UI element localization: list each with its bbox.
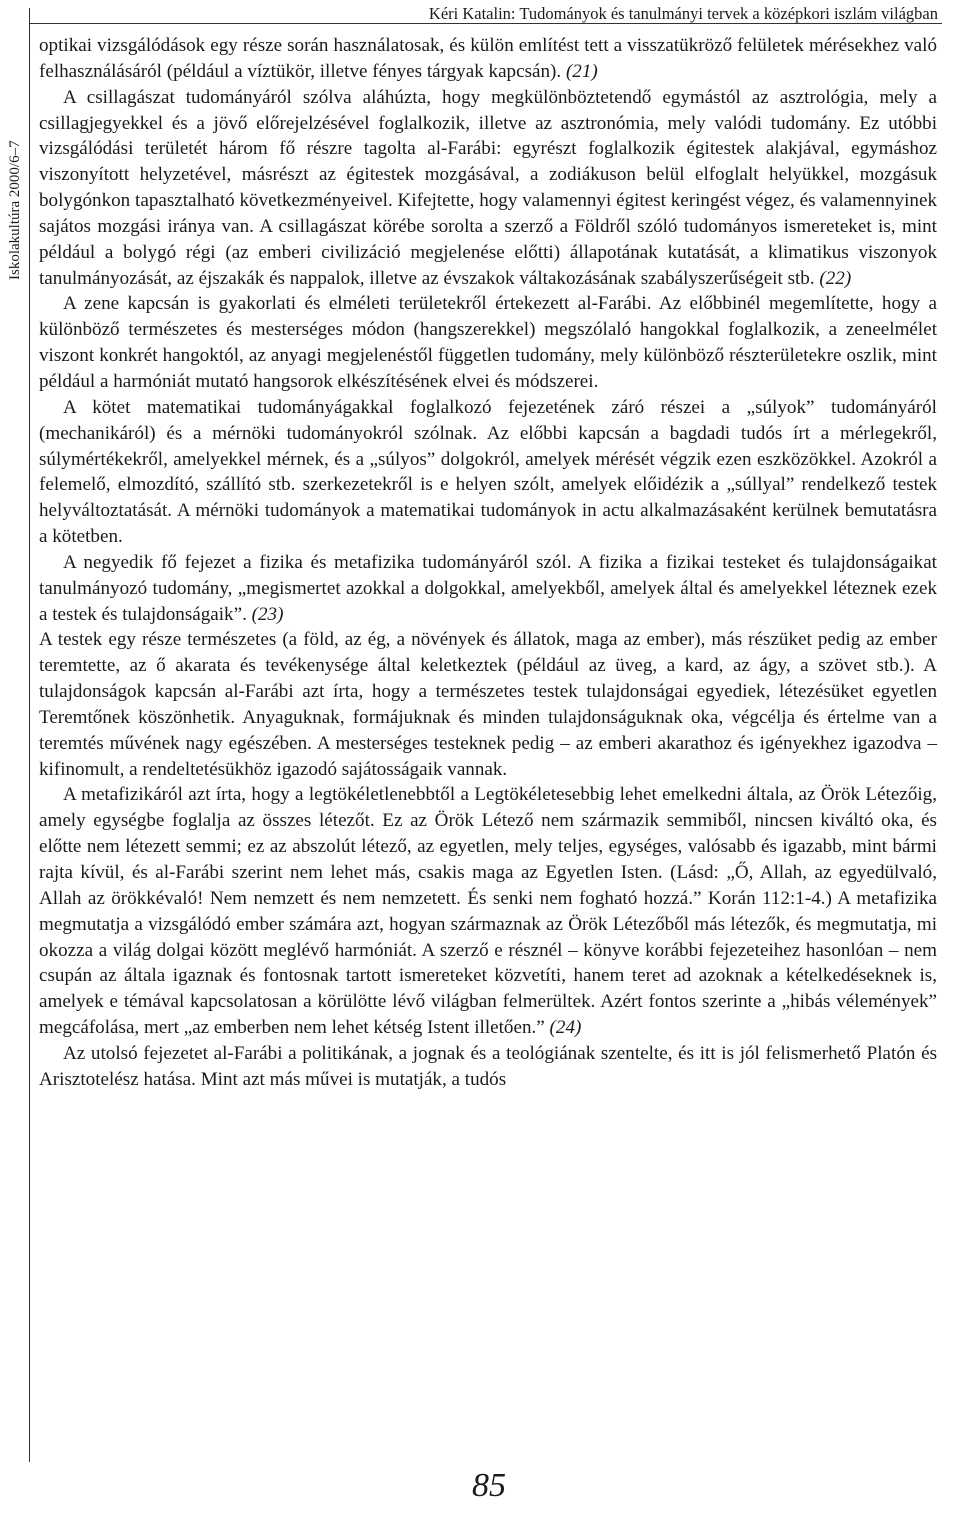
footnote-ref: (24): [549, 1017, 582, 1039]
margin-rule: [29, 8, 30, 1462]
paragraph: [39, 395, 937, 550]
running-head: Kéri Katalin: Tudományok és tanulmányi tervek a középkori iszlám világban: [428, 4, 938, 23]
paragraph: [39, 85, 937, 292]
paragraph-text: A negyedik fő fejezet a fizika és metafizika tudományáról szól. A fizika a fizikai testeket és tulajdonságaikat tanulmányozó tudomány, „megismertet azokkal a dolgokkal, amelyekből, amelyek által és amelyekkel léteznek ezek a testek és tulajdonságaik”.: [39, 551, 937, 625]
page-number: 85: [472, 1467, 506, 1504]
paragraph-text: A kötet matematikai tudományágakkal foglalkozó fejezetének záró részei a „súlyok” tudományáról (mechanikáról) és a mérnöki tudományokról szólnak. Az előbbi kapcsán a bagdadi tudós írt a mérlegekről, súlymértékekről, amelyekkel mérnek, és a „súlyos” dolgokról, amelyek mérését végzik ezen eszközökkel. Azokról a felemelő, elmozdító, szállító stb. szerkezetekről is e helyen szólt, amelyek előidézik a „súllyal” rendelkező testek helyváltoztatását. A mérnöki tudományok a matematikai tudományok in actu alkalmazásaként kerülnek bemutatásra a kötetben.: [39, 396, 937, 548]
paragraph: [39, 291, 937, 394]
paragraph-text: optikai vizsgálódások egy része során használatosak, és külön említést tett a visszatükröző felületek mérésekhez való felhasználásáról (például a víztükör, illetve fényes tárgyak kapcsán).: [39, 35, 937, 82]
paragraph-text: Az utolsó fejezetet al-Farábi a politikának, a jognak és a teológiának szentelte, és itt is jól felismerhető Platón és Arisztotelész hatása. Mint azt más művei is mutatják, a tudós: [39, 1042, 937, 1090]
paragraph: [39, 33, 937, 85]
paragraph: [39, 627, 937, 782]
paragraph: [39, 782, 937, 1040]
paragraph-text: A csillagászat tudományáról szólva aláhúzta, hogy megkülönböztetendő egymástól az asztrológia, mely a csillagjegyekkel és a jövő előrejelzésével foglalkozik, illetve az asztronómia, mely valódi tudomány. Ez utóbbi vizsgálódási területét három fő részre tagolta al-Farábi: egyrészt foglalkozik égitestek alakjával, egymáshoz viszonyított helyzetével, másrészt az égitestek mozgásával, a zodiákuson belül elfoglalt helyükkel, mozgásuk bolygónkon tapasztalható következményeivel. Kifejtette, hogy valamennyi égitest keringést végez, és valamennyinek sajátos mozgási iránya van. A csillagászat körébe sorolta a szerző a Földről szóló tudományos ismereteket is, mint például a bolygó régi (az emberi civilizáció megjelenése előtti) állapotának kutatását, a klimatikus viszonyok tanulmányozását, az éjszakák és nappalok, illetve az évszakok váltakozásának szabályszerűségeit stb.: [39, 86, 937, 289]
journal-side-label: Iskolakultúra 2000/6–7: [7, 140, 23, 280]
footnote-ref: (22): [819, 267, 852, 289]
article-body: [39, 33, 937, 1093]
footnote-ref: (23): [251, 603, 284, 625]
footnote-ref: (21): [565, 60, 598, 82]
paragraph: [39, 550, 937, 628]
paragraph-text: A metafizikáról azt írta, hogy a legtökéletlenebbtől a Legtökéletesebbig lehet emelkedni általa, az Örök Létezőig, amely egységbe foglalja az összes létezőt. Ez az Örök Létező nem származik semmiből, nincsen kiváltó oka, és előtte nem létezett semmi; ez az abszolút létező, az egyetlen, mely teljes, egységes, valósabb és igazabb, mint bármi rajta kívül, és al-Farábi szerint nem lehet más, csakis maga az Egyetlen Isten. (Lásd: „Ő, Allah, az egyedülvaló, Allah az örökkévaló! Nem nemzett és nem nemzetett. És senki nem fogható hozzá.” Korán 112:1-4.) A metafizika megmutatja a vizsgálódó ember számára azt, hogyan származnak az Örök Létezőből más létezők, és megmutatja, mi okozza a világ dolgai között meglévő harmóniát. A szerző e résznél – könyve korábbi fejezeteihez hasonlóan – nem csupán az általa igaznak és fontosnak tartott ismereteket közvetíti, hanem teret ad azoknak a kételkedéseknek is, amelyek e témával kapcsolatosan a körülötte lévő világban felmerültek. Azért fontos szerinte a „hibás vélemények” megcáfolása, mert „az emberben nem lehet kétség Istent illetően.”: [39, 784, 937, 1039]
header-rule: [30, 23, 942, 24]
paragraph: [39, 1041, 937, 1093]
paragraph-text: A testek egy része természetes (a föld, az ég, a növények és állatok, maga az ember), más részüket pedig az ember teremtette, az ő akarata és tevékenysége által keletkeztek (például az üveg, a kard, az ágy, a szövet stb.). A tulajdonságok kapcsán al-Farábi azt írta, hogy a természetes testek tulajdonságai egyediek, létezésüket egyetlen Teremtőnek köszönhetik. Anyaguknak, formájuknak és minden tulajdonságuknak oka, végcélja és értelme van a teremtés művének nagy egészében. A mesterséges testeknek pedig – az emberi akarathoz és igényekhez igazodva – kifinomult, a rendeltetésükhöz igazodó sajátosságaik vannak.: [39, 629, 937, 780]
paragraph-text: A zene kapcsán is gyakorlati és elméleti területekről értekezett al-Farábi. Az előbbinél megemlítette, hogy a különböző természetes és mesterséges módon (hangszerekkel) megszólaló hangokkal foglalkozik, a zeneelmélet viszont konkrét hangoktól, az anyagi megjelenéstől független tudomány, mely különböző részterületekre oszlik, mint például a harmóniát mutató hangsorok elkészítésének elvei és módszerei.: [39, 293, 937, 392]
